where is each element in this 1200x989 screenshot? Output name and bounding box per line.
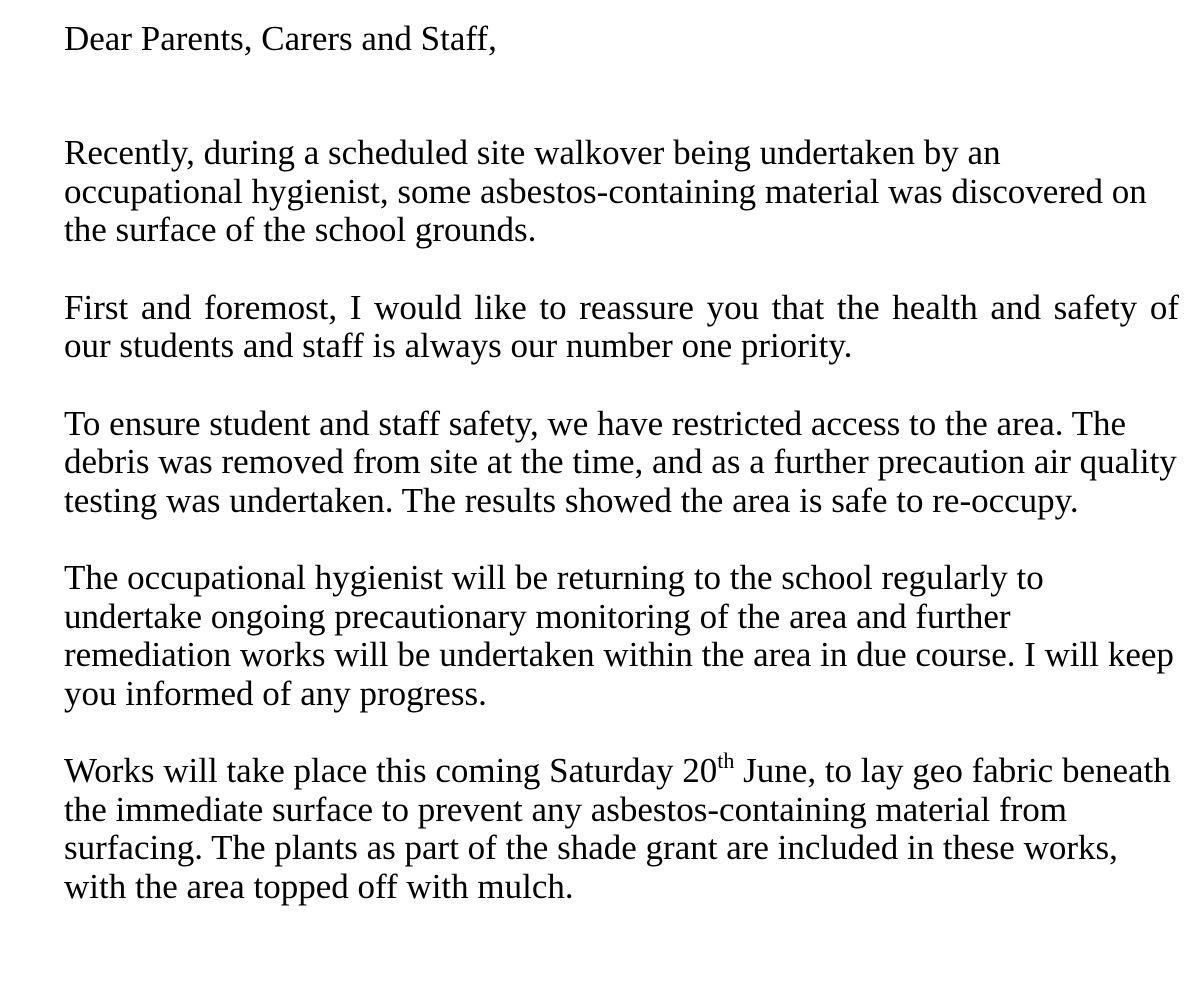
works-text-end: June, to lay geo fabric beneath the immediate surface to prevent any asbestos-containing material from surfacing. The plants as part of the shade grant are included in these works, with the area topped off with mulch. — [64, 751, 1171, 906]
ordinal-suffix: th — [717, 748, 735, 773]
paragraph-asbestos-discovery: Recently, during a scheduled site walkover being undertaken by an occupational hygienist, some asbestos-containing material was discovered on the surface of the school grounds. — [64, 133, 1147, 249]
letter-body — [64, 0, 1179, 906]
paragraph-safety-reassurance: First and foremost, I would like to reassure you that the health and safety of our students and staff is always our number one priority. — [64, 287, 1179, 365]
salutation: Dear Parents, Carers and Staff, — [64, 19, 497, 58]
paragraph-restricted-access: To ensure student and staff safety, we have restricted access to the area. The debris was removed from site at the time, and as a further precaution air quality testing was undertaken. The results showed the area is safe to re-occupy. — [64, 403, 1177, 520]
works-text-start: Works will take place this coming Saturday 20 — [64, 751, 718, 790]
paragraph-ongoing-monitoring: The occupational hygienist will be returning to the school regularly to undertake ongoing precautionary monitoring of the area and further remediation works will be undertaken within the area in due course. I will keep you informed of any progress. — [64, 558, 1174, 713]
paragraph-works-schedule — [64, 748, 1179, 906]
